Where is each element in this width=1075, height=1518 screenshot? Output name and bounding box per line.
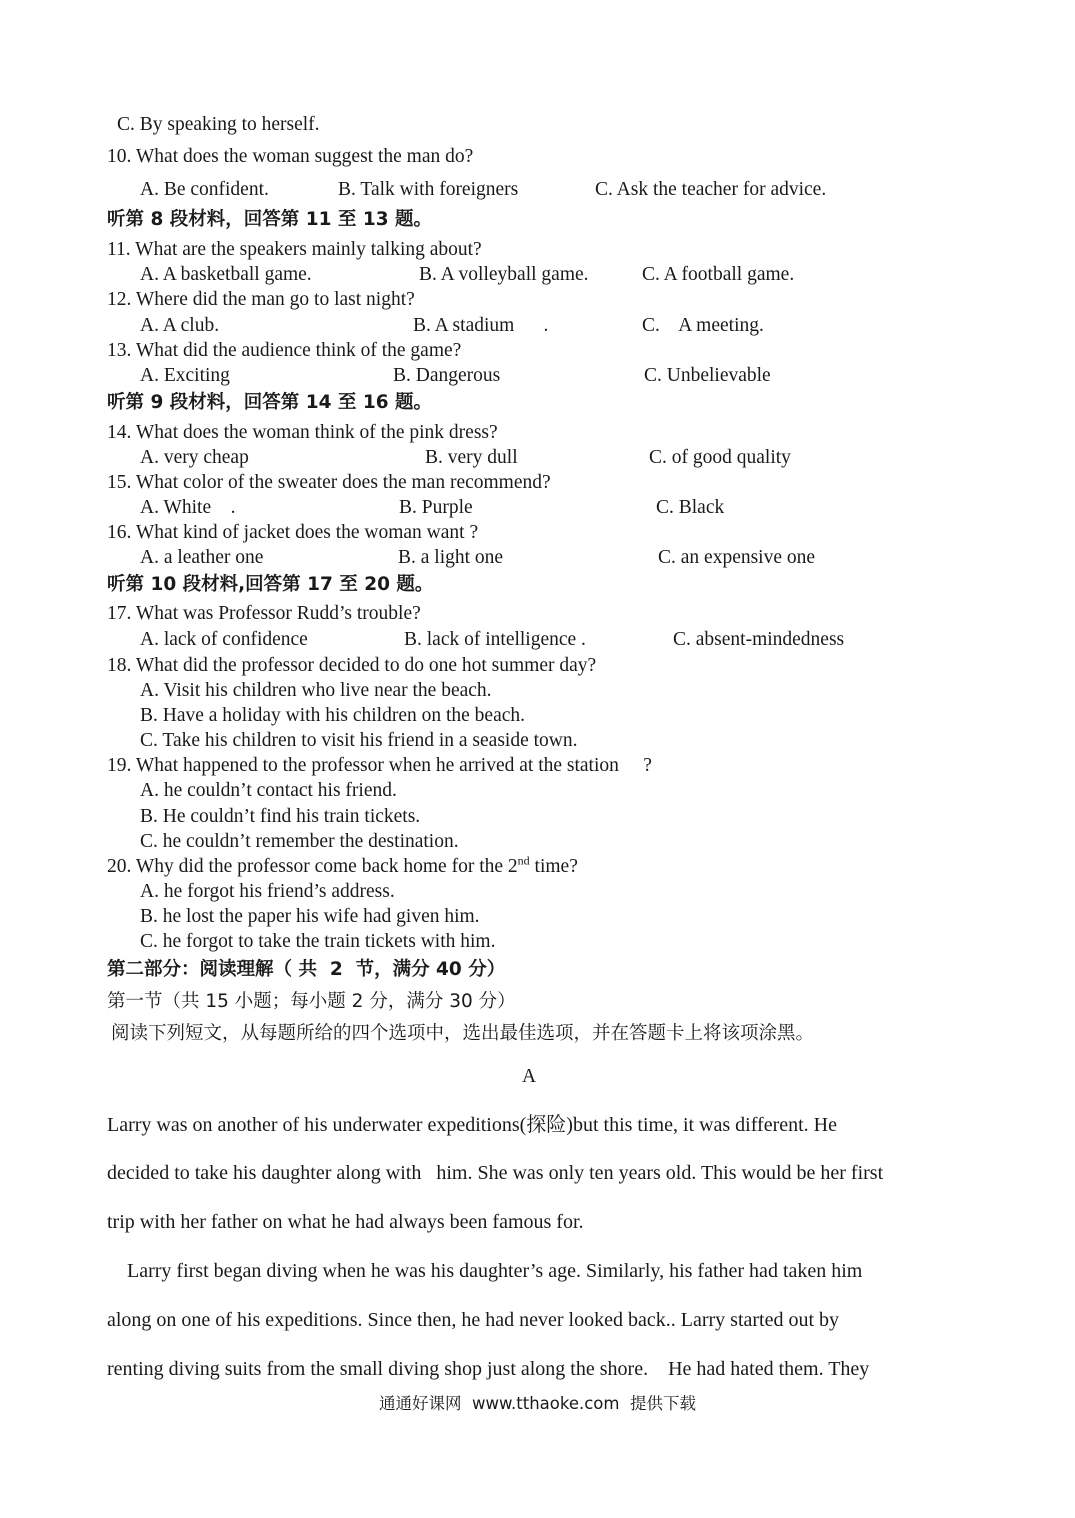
question-12: 12. Where did the man go to last night? (107, 289, 415, 310)
q16-option-b: B. a light one (398, 547, 504, 568)
question-14: 14. What does the woman think of the pink dress? (107, 422, 498, 443)
q10-option-b: B. Talk with foreigners (338, 179, 519, 200)
passage-line-4: Larry first began diving when he was his daughter’s age. Similarly, his father had taken him (107, 1260, 863, 1282)
q17-option-c: C. absent-mindedness (673, 629, 845, 650)
q20-option-b: B. he lost the paper his wife had given him. (140, 906, 480, 927)
q19-option-c: C. he couldn’t remember the destination. (140, 831, 459, 852)
q9-option-c: C. By speaking to herself. (117, 114, 320, 135)
instructions: 阅读下列短文，从每题所给的四个选项中，选出最佳选项，并在答题卡上将该项涂黑。 (111, 1023, 815, 1044)
question-10: 10. What does the woman suggest the man do? (107, 146, 474, 167)
q19-option-b: B. He couldn’t find his train tickets. (140, 806, 421, 827)
q18-option-b: B. Have a holiday with his children on the beach. (140, 705, 526, 726)
q13-option-c: C. Unbelievable (644, 365, 771, 386)
question-17: 17. What was Professor Rudd’s trouble? (107, 603, 421, 624)
q10-option-c: C. Ask the teacher for advice. (595, 179, 827, 200)
passage-line-1: Larry was on another of his underwater expeditions(探险)but this time, it was different. He (107, 1114, 837, 1136)
passage-line-6: renting diving suits from the small diving shop just along the shore. He had hated them. They (107, 1358, 870, 1380)
passage-line-2: decided to take his daughter along with him. She was only ten years old. This would be her first (107, 1162, 884, 1184)
section-heading-8: 听第 8 段材料，回答第 11 至 13 题。 (107, 209, 433, 230)
q17-option-b: B. lack of intelligence . (404, 629, 586, 650)
passage-label: A (521, 1066, 537, 1087)
q10-option-a: A. Be confident. (140, 179, 269, 200)
question-20-tail: time? (529, 856, 578, 877)
q13-option-b: B. Dangerous (393, 365, 501, 386)
ordinal-suffix: nd (517, 853, 530, 868)
q12-option-c: C. A meeting. (642, 315, 764, 336)
part-two-heading: 第二部分：阅读理解（ 共 2 节，满分 40 分） (107, 959, 506, 980)
q15-option-b: B. Purple (399, 497, 473, 518)
q18-option-c: C. Take his children to visit his friend in a seaside town. (140, 730, 578, 751)
q11-option-b: B. A volleyball game. (419, 264, 589, 285)
question-13: 13. What did the audience think of the game? (107, 340, 462, 361)
q18-option-a: A. Visit his children who live near the beach. (140, 680, 492, 701)
section-heading-9: 听第 9 段材料，回答第 14 至 16 题。 (107, 392, 433, 413)
q11-option-a: A. A basketball game. (140, 264, 312, 285)
q16-option-a: A. a leather one (140, 547, 264, 568)
q15-option-c: C. Black (656, 497, 725, 518)
question-11: 11. What are the speakers mainly talking about? (107, 239, 482, 260)
q20-option-a: A. he forgot his friend’s address. (140, 881, 395, 902)
q14-option-a: A. very cheap (140, 447, 249, 468)
q13-option-a: A. Exciting (140, 365, 230, 386)
question-18: 18. What did the professor decided to do one hot summer day? (107, 655, 597, 676)
q16-option-c: C. an expensive one (658, 547, 816, 568)
q11-option-c: C. A football game. (642, 264, 795, 285)
passage-line-3: trip with her father on what he had always been famous for. (107, 1211, 584, 1233)
q14-option-c: C. of good quality (649, 447, 791, 468)
page-footer: 通通好课网 www.tthaoke.com 提供下载 (379, 1394, 696, 1413)
q12-option-b: B. A stadium . (413, 315, 549, 336)
q14-option-b: B. very dull (425, 447, 518, 468)
question-16: 16. What kind of jacket does the woman want ? (107, 522, 479, 543)
question-20-text: 20. Why did the professor come back home for the 2 (107, 856, 518, 877)
q19-option-a: A. he couldn’t contact his friend. (140, 780, 397, 801)
q15-option-a: A. White . (140, 497, 236, 518)
q20-option-c: C. he forgot to take the train tickets with him. (140, 931, 496, 952)
question-19: 19. What happened to the professor when he arrived at the station ? (107, 755, 652, 776)
passage-line-5: along on one of his expeditions. Since then, he had never looked back.. Larry started out by (107, 1309, 840, 1331)
q17-option-a: A. lack of confidence (140, 629, 308, 650)
question-15: 15. What color of the sweater does the man recommend? (107, 472, 551, 493)
section-heading-10: 听第 10 段材料,回答第 17 至 20 题。 (107, 574, 434, 595)
q12-option-a: A. A club. (140, 315, 220, 336)
section-one-heading: 第一节（共 15 小题；每小题 2 分，满分 30 分） (107, 991, 516, 1012)
question-20 (107, 855, 578, 879)
